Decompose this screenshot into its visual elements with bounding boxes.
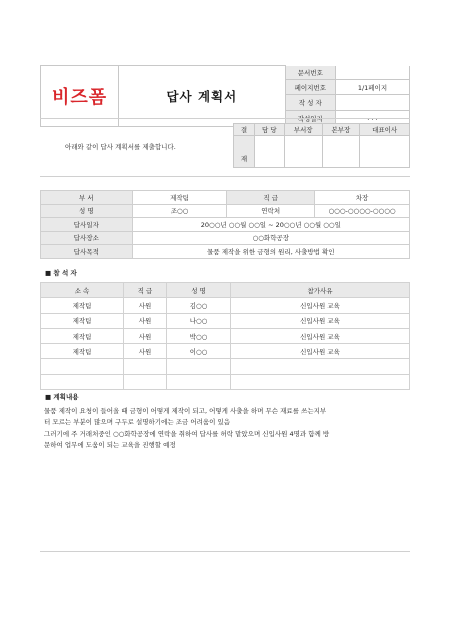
signature-cell[interactable]	[322, 136, 360, 168]
submit-statement: 아래와 같이 답사 계획서를 제출합니다.	[65, 143, 176, 151]
meta-label: 작성일자	[285, 110, 335, 126]
meta-label: 작 성 자	[285, 95, 335, 110]
cell	[41, 374, 124, 389]
cell: 신입사원 교육	[231, 344, 410, 359]
cell: 제작팀	[41, 298, 124, 313]
cell: 이○○	[167, 344, 231, 359]
approval-col: 담 당	[255, 124, 285, 136]
purpose-value: 물품 제작을 위한 금형의 원리, 사출방법 확인	[132, 245, 409, 259]
approval-side-label: 재	[234, 136, 255, 168]
cell: 사원	[124, 328, 167, 343]
plan-line: 문하여 업무에 도움이 되는 교육을 진행할 예정	[44, 441, 176, 450]
place-value: ○○화학공장	[132, 231, 409, 245]
approval-col: 대표이사	[360, 124, 410, 136]
cell: 김○○	[167, 298, 231, 313]
col-header: 소 속	[41, 283, 124, 298]
rank-label: 직 급	[227, 191, 315, 205]
signature-cell[interactable]	[284, 136, 322, 168]
plan-line: 그러기에 주 거래처중인 ○○화학공장에 연락을 취하여 답사를 허락 맡았으며 신입사원 4명과 함께 방	[44, 429, 330, 438]
meta-label: 문서번호	[285, 66, 335, 80]
cell	[231, 374, 410, 389]
divider	[40, 551, 410, 552]
cell: 나○○	[167, 313, 231, 328]
purpose-label: 답사목적	[41, 245, 133, 259]
cell: 제작팀	[41, 344, 124, 359]
col-header: 직 급	[124, 283, 167, 298]
bizform-logo: 비즈폼	[51, 87, 108, 108]
cell: 박○○	[167, 328, 231, 343]
cell: 사원	[124, 344, 167, 359]
signature-cell[interactable]	[360, 136, 410, 168]
table-row	[41, 328, 410, 343]
document-title: 답사 계획서	[166, 89, 238, 104]
approval-col: 부서장	[284, 124, 322, 136]
meta-value	[335, 95, 409, 110]
meta-value: . . .	[335, 110, 409, 126]
cell: 제작팀	[41, 313, 124, 328]
contact-label: 연락처	[227, 204, 315, 218]
cell: 사원	[124, 313, 167, 328]
cell	[124, 359, 167, 374]
divider	[40, 176, 410, 177]
cell: 제작팀	[41, 328, 124, 343]
rank-value: 차장	[315, 191, 410, 205]
name-value: 조○○	[132, 204, 227, 218]
signature-cell[interactable]	[255, 136, 285, 168]
cell	[167, 374, 231, 389]
table-row	[41, 344, 410, 359]
contact-value: ○○○-○○○○-○○○○	[315, 204, 410, 218]
cell	[124, 374, 167, 389]
participants-section-title: ■ 참 석 자	[45, 269, 77, 277]
table-row	[41, 374, 410, 389]
plan-line: 물품 제작이 요청이 들어올 때 금형이 어떻게 제작이 되고, 어떻게 사출을 하며 무슨 재료를 쓰는지부	[44, 407, 327, 415]
meta-label: 페이지번호	[285, 80, 335, 95]
cell: 신입사원 교육	[231, 328, 410, 343]
date-label: 답사일자	[41, 218, 133, 232]
plan-content	[44, 406, 414, 452]
visit-info-table	[40, 190, 410, 259]
approval-side-label: 결	[234, 124, 255, 136]
date-value: 20○○년 ○○월 ○○일 ~ 20○○년 ○○월 ○○일	[132, 218, 409, 232]
dept-label: 부 서	[41, 191, 133, 205]
table-row	[41, 313, 410, 328]
meta-value: 1/1페이지	[335, 80, 409, 95]
meta-value	[335, 66, 409, 80]
plan-line: 터 모르는 부분이 많으며 구두로 설명하기에는 조금 어려움이 있음	[44, 418, 231, 427]
cell	[41, 359, 124, 374]
table-row	[41, 298, 410, 313]
approval-col: 본부장	[322, 124, 360, 136]
approval-box	[233, 123, 410, 168]
plan-section-title: ■ 계획내용	[45, 393, 79, 401]
cell: 신입사원 교육	[231, 298, 410, 313]
participants-table	[40, 282, 410, 390]
divider	[40, 118, 410, 119]
col-header: 참가사유	[231, 283, 410, 298]
cell: 사원	[124, 298, 167, 313]
place-label: 답사장소	[41, 231, 133, 245]
cell	[231, 359, 410, 374]
table-row	[41, 359, 410, 374]
dept-value: 제작팀	[132, 191, 227, 205]
name-label: 성 명	[41, 204, 133, 218]
cell: 신입사원 교육	[231, 313, 410, 328]
cell	[167, 359, 231, 374]
col-header: 성 명	[167, 283, 231, 298]
